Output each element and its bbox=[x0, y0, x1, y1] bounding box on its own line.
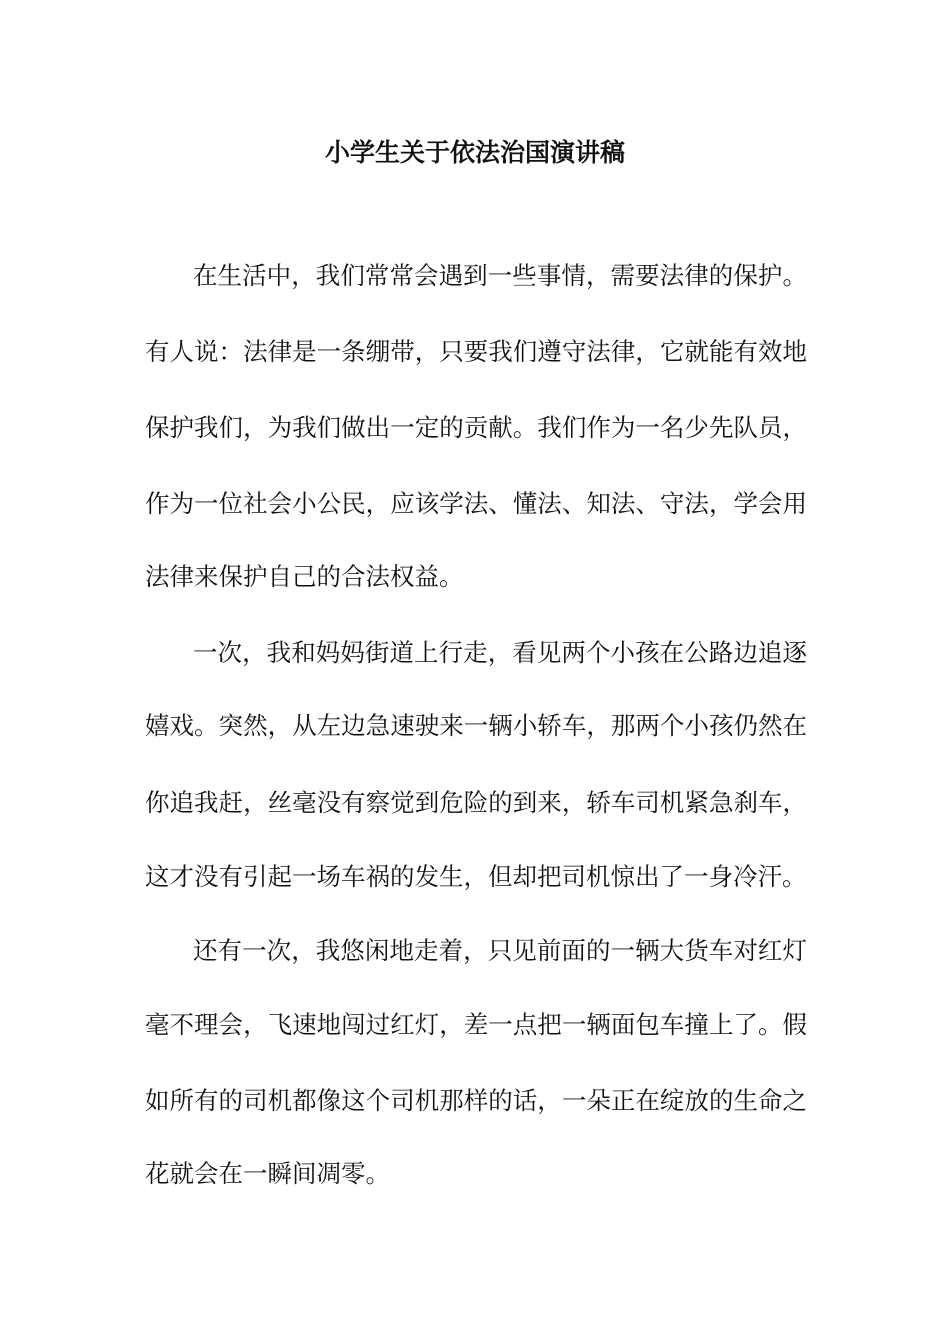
paragraph-line: 在生活中，我们常常会遇到一些事情，需要法律的保护。 bbox=[193, 261, 807, 290]
paragraph-line: 一次，我和妈妈街道上行走，看见两个小孩在公路边追逐 bbox=[193, 638, 807, 667]
paragraph-line: 保护我们，为我们做出一定的贡献。我们作为一名少先队员， bbox=[145, 413, 807, 442]
document-title: 小学生关于依法治国演讲稿 bbox=[324, 138, 625, 167]
paragraph-line: 花就会在一瞬间凋零。 bbox=[145, 1159, 390, 1188]
paragraph-line: 你追我赶，丝毫没有察觉到危险的到来，轿车司机紧急刹车， bbox=[145, 788, 807, 817]
paragraph-line: 这才没有引起一场车祸的发生，但却把司机惊出了一身冷汗。 bbox=[145, 862, 807, 891]
paragraph-line: 还有一次，我悠闲地走着，只见前面的一辆大货车对红灯 bbox=[193, 936, 807, 965]
paragraph-line: 有人说：法律是一条绷带，只要我们遵守法律，它就能有效地 bbox=[145, 337, 807, 366]
paragraph-line: 如所有的司机都像这个司机那样的话，一朵正在绽放的生命之 bbox=[145, 1086, 807, 1115]
paragraph-line: 嬉戏。突然，从左边急速驶来一辆小轿车，那两个小孩仍然在 bbox=[145, 711, 807, 740]
paragraph-line: 毫不理会，飞速地闯过红灯，差一点把一辆面包车撞上了。假 bbox=[145, 1010, 807, 1039]
paragraph-line: 作为一位社会小公民，应该学法、懂法、知法、守法，学会用 bbox=[145, 489, 807, 518]
paragraph-line: 法律来保护自己的合法权益。 bbox=[145, 562, 464, 591]
